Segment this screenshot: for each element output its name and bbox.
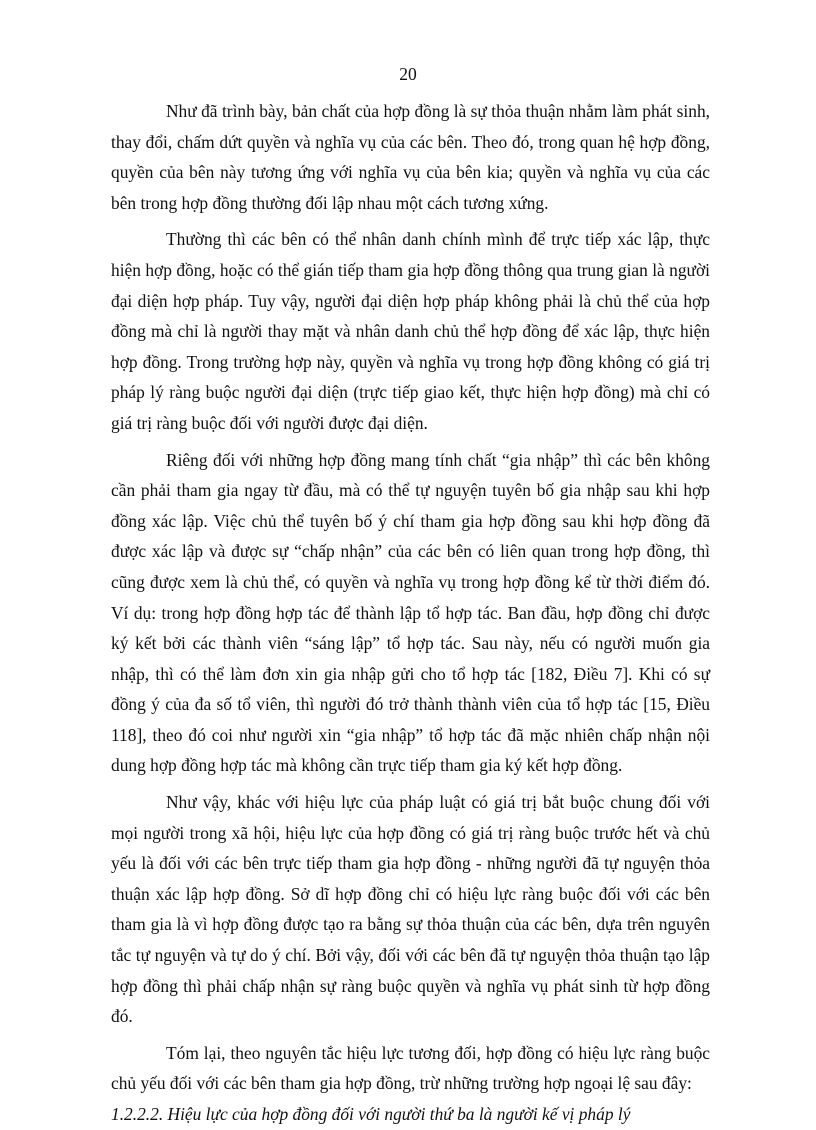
paragraph-2: Thường thì các bên có thể nhân danh chính mình để trực tiếp xác lập, thực hiện hợp đồng, hoặc có thể gián tiếp tham gia hợp đồng thông qua trung gian là người đại diện hợp pháp. Tuy vậy, người đại diện hợp pháp không phải là chủ thể của hợp đồng mà chỉ là người thay mặt và nhân danh chủ thể hợp đồng để xác lập, thực hiện hợp đồng. Trong trường hợp này, quyền và nghĩa vụ trong hợp đồng không có giá trị pháp lý ràng buộc người đại diện (trực tiếp giao kết, thực hiện hợp đồng) mà chỉ có giá trị ràng buộc đối với người được đại diện. — [111, 229, 710, 433]
page-number: 20 — [399, 64, 417, 84]
paragraph-3: Riêng đối với những hợp đồng mang tính chất “gia nhập” thì các bên không cần phải tham gia ngay từ đầu, mà có thể tự nguyện tuyên bố gia nhập sau khi hợp đồng xác lập. Việc chủ thể tuyên bố ý chí tham gia hợp đồng sau khi hợp đồng đã được xác lập và được sự “chấp nhận” của các bên có liên quan trong hợp đồng, thì cũng được xem là chủ thể, có quyền và nghĩa vụ trong hợp đồng kể từ thời điểm đó. Ví dụ: trong hợp đồng hợp tác để thành lập tổ hợp tác. Ban đầu, hợp đồng chỉ được ký kết bởi các thành viên “sáng lập” tổ hợp tác. Sau này, nếu có người muốn gia nhập, thì có thể làm đơn xin gia nhập gửi cho tổ hợp tác [182, Điều 7]. Khi có sự đồng ý của đa số tổ viên, thì người đó trở thành thành viên của tổ hợp tác [15, Điều 118], theo đó coi như người xin “gia nhập” tổ hợp tác đã mặc nhiên chấp nhận nội dung hợp đồng hợp tác mà không cần trực tiếp tham gia ký kết hợp đồng. — [111, 449, 710, 776]
section-heading: 1.2.2.2. Hiệu lực của hợp đồng đối với người thứ ba là người kế vị pháp lý — [111, 1104, 631, 1124]
paragraph-4: Như vậy, khác với hiệu lực của pháp luật có giá trị bắt buộc chung đối với mọi người trong xã hội, hiệu lực của hợp đồng có giá trị ràng buộc trước hết và chủ yếu là đối với các bên trực tiếp tham gia hợp đồng - những người đã tự nguyện thỏa thuận xác lập hợp đồng. Sở dĩ hợp đồng chỉ có hiệu lực ràng buộc đối với các bên tham gia là vì hợp đồng được tạo ra bằng sự thỏa thuận của các bên, dựa trên nguyên tắc tự nguyện và tự do ý chí. Bởi vậy, đối với các bên đã tự nguyện thỏa thuận tạo lập hợp đồng thì phải chấp nhận sự ràng buộc quyền và nghĩa vụ phát sinh từ hợp đồng đó. — [111, 792, 710, 1027]
paragraph-1: Như đã trình bày, bản chất của hợp đồng là sự thỏa thuận nhằm làm phát sinh, thay đổi, chấm dứt quyền và nghĩa vụ của các bên. Theo đó, trong quan hệ hợp đồng, quyền của bên này tương ứng với nghĩa vụ của bên kia; quyền và nghĩa vụ của các bên trong hợp đồng thường đối lập nhau một cách tương xứng. — [111, 101, 710, 213]
paragraph-5: Tóm lại, theo nguyên tắc hiệu lực tương đối, hợp đồng có hiệu lực ràng buộc chủ yếu đối với các bên tham gia hợp đồng, trừ những trường hợp ngoại lệ sau đây: — [111, 1042, 710, 1094]
page-body — [111, 96, 710, 1130]
